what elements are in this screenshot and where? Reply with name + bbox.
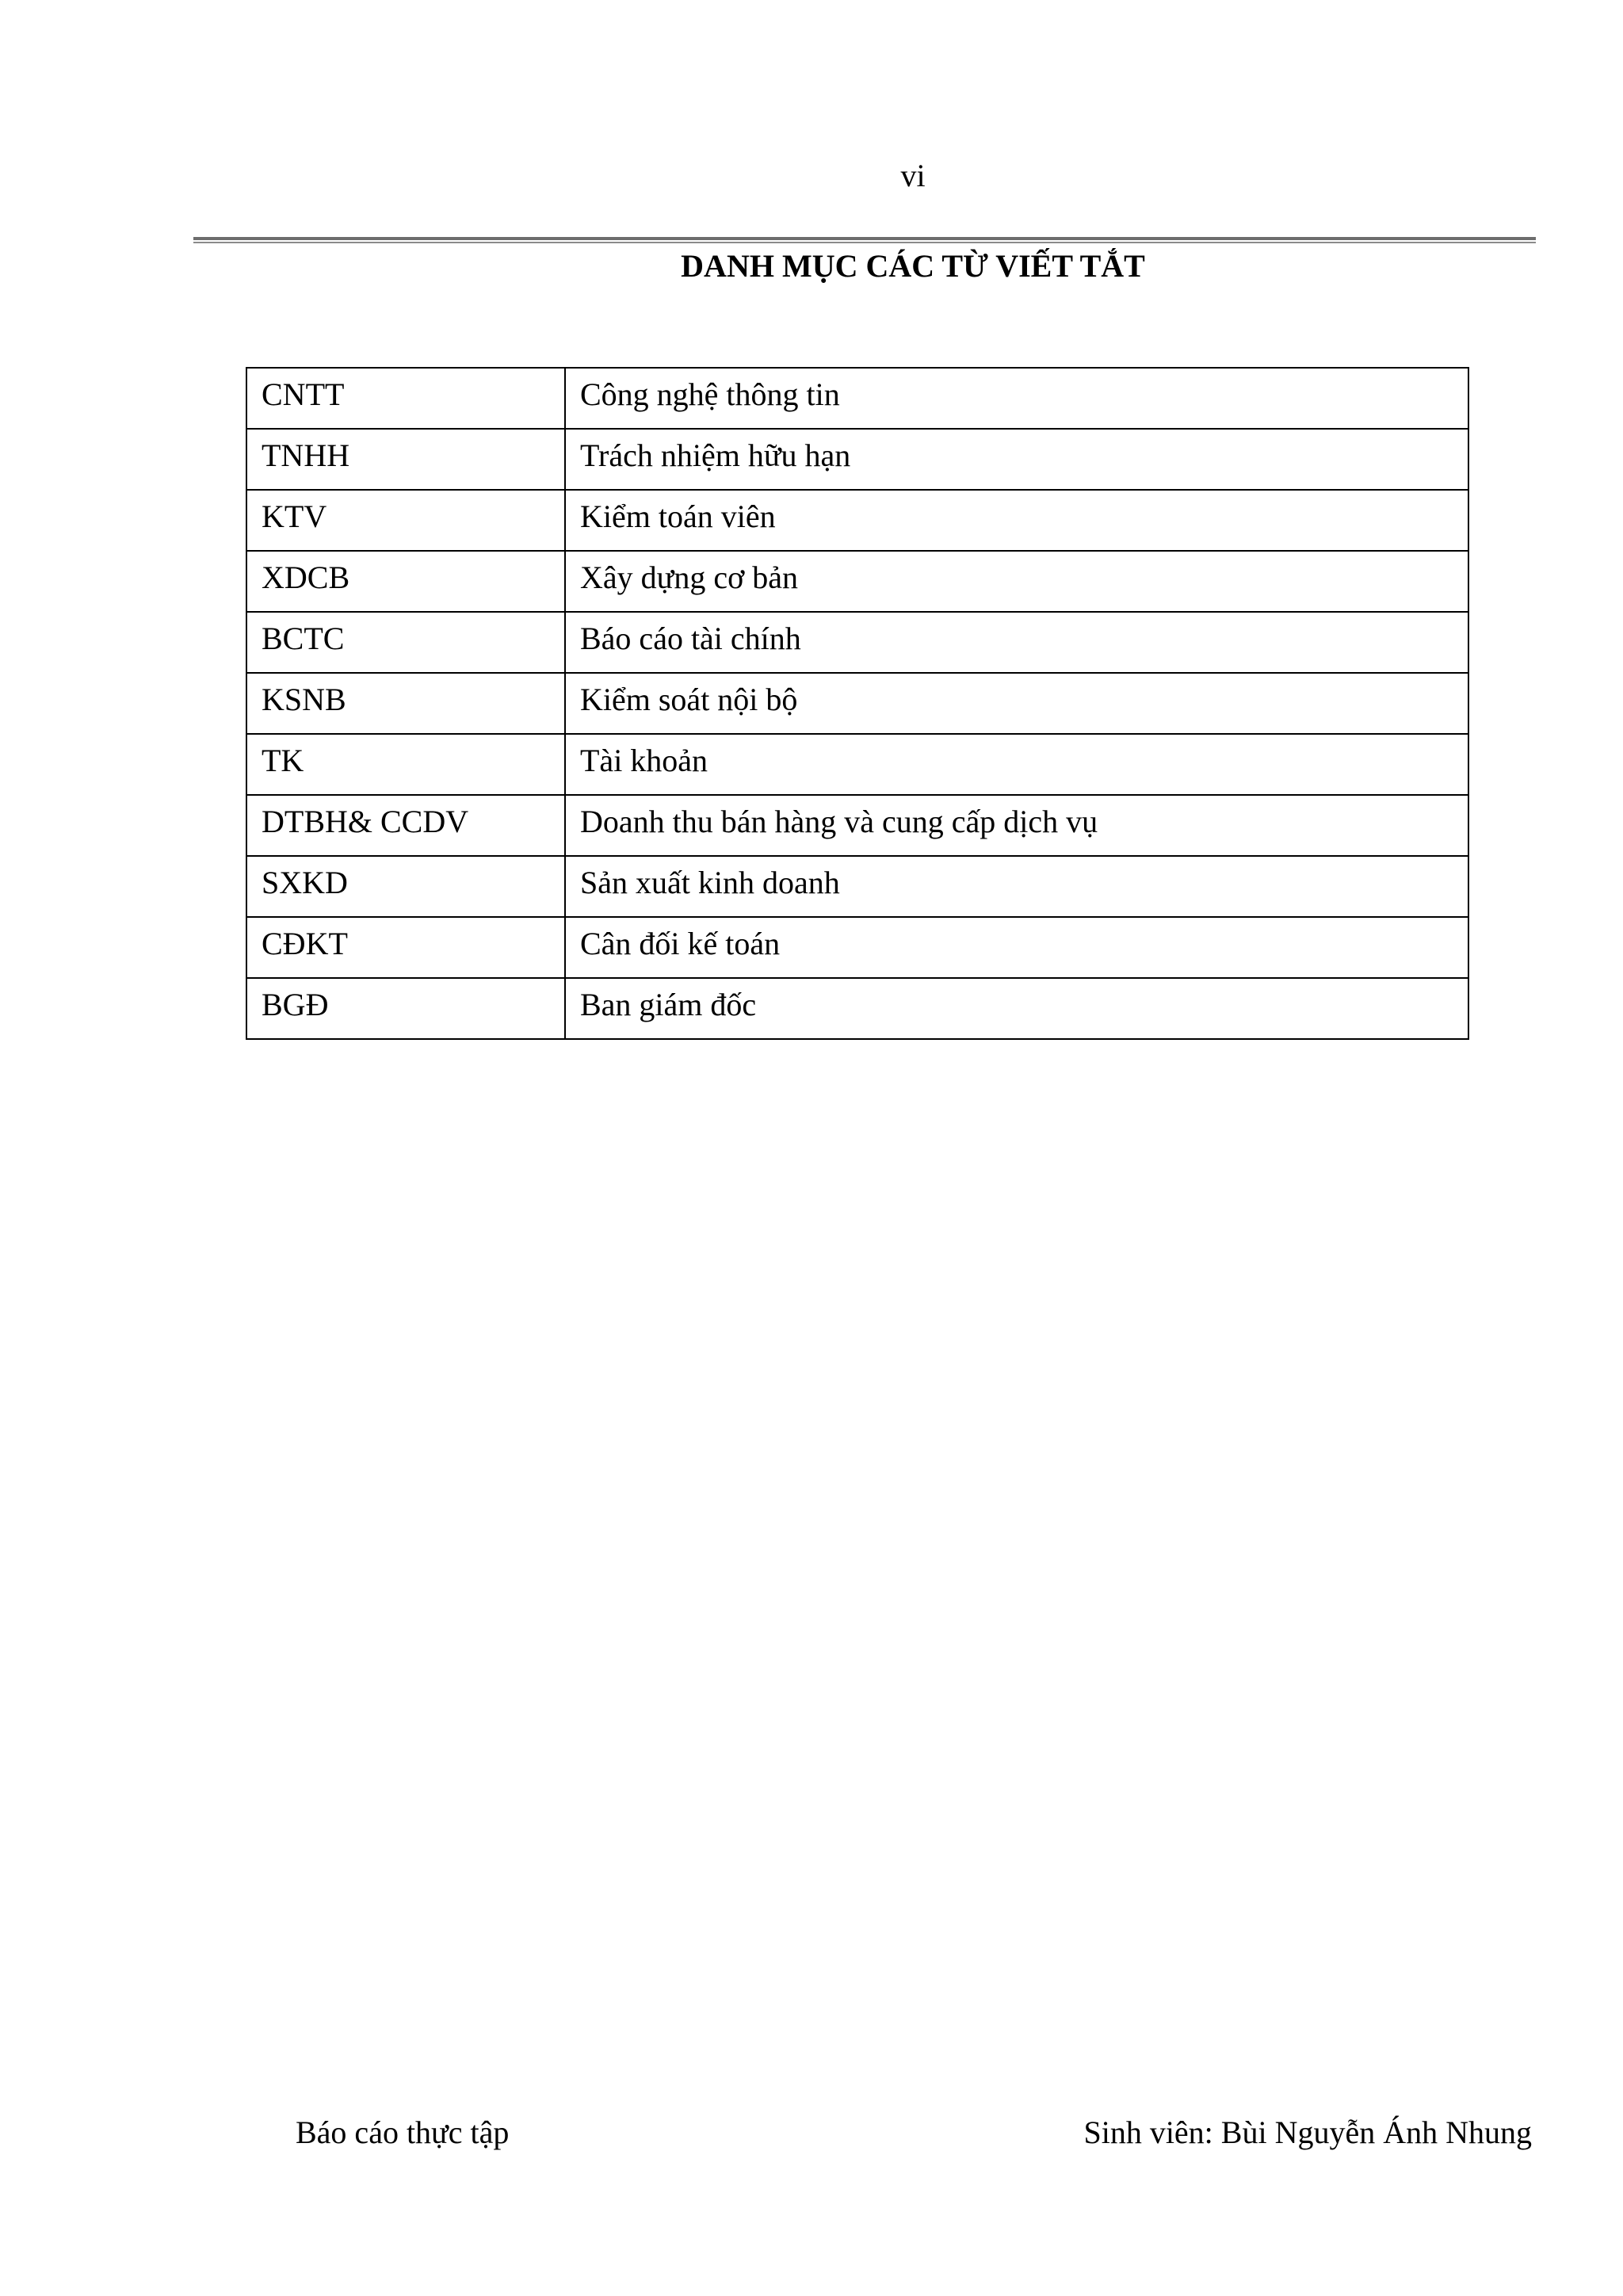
abbreviation-table (246, 367, 1469, 1040)
abbreviation-text: SXKD (262, 865, 348, 900)
table-row (246, 856, 1468, 917)
meaning-text: Công nghệ thông tin (580, 376, 840, 412)
meaning-cell (565, 917, 1468, 978)
header-rule (193, 237, 1536, 243)
table-row (246, 429, 1468, 490)
abbreviation-text: KSNB (262, 682, 346, 717)
abbreviation-cell (246, 673, 565, 734)
meaning-text: Sản xuất kinh doanh (580, 865, 840, 900)
meaning-cell (565, 795, 1468, 856)
abbreviation-cell (246, 917, 565, 978)
meaning-cell (565, 673, 1468, 734)
abbreviation-text: TK (262, 743, 304, 778)
abbreviation-cell (246, 429, 565, 490)
meaning-text: Xây dựng cơ bản (580, 560, 798, 595)
table-row (246, 551, 1468, 612)
page-number: vi (900, 158, 926, 193)
table-row (246, 917, 1468, 978)
abbreviation-cell (246, 551, 565, 612)
meaning-cell (565, 429, 1468, 490)
meaning-text: Kiểm toán viên (580, 499, 776, 534)
meaning-text: Kiểm soát nội bộ (580, 682, 798, 717)
meaning-text: Trách nhiệm hữu hạn (580, 437, 851, 473)
meaning-text: Ban giám đốc (580, 987, 757, 1022)
table-row (246, 490, 1468, 551)
footer-report-label: Báo cáo thực tập (296, 2115, 510, 2150)
abbreviation-cell (246, 856, 565, 917)
meaning-cell (565, 734, 1468, 795)
abbreviation-text: CĐKT (262, 926, 348, 961)
meaning-cell (565, 612, 1468, 673)
abbreviation-text: DTBH& CCDV (262, 804, 469, 839)
abbreviation-cell (246, 734, 565, 795)
table-row (246, 795, 1468, 856)
meaning-text: Doanh thu bán hàng và cung cấp dịch vụ (580, 804, 1098, 839)
table-row (246, 673, 1468, 734)
abbreviation-text: BCTC (262, 621, 345, 656)
table-row (246, 978, 1468, 1039)
abbreviation-text: BGĐ (262, 987, 329, 1022)
abbreviation-cell (246, 368, 565, 429)
abbreviation-text: XDCB (262, 560, 350, 595)
abbreviation-text: CNTT (262, 376, 345, 412)
abbreviation-cell (246, 612, 565, 673)
meaning-cell (565, 856, 1468, 917)
page-title: DANH MỤC CÁC TỪ VIẾT TẮT (681, 248, 1145, 284)
abbreviation-text: TNHH (262, 437, 350, 473)
meaning-cell (565, 978, 1468, 1039)
table-row (246, 368, 1468, 429)
abbreviation-cell (246, 490, 565, 551)
footer-student-name: Sinh viên: Bùi Nguyễn Ánh Nhung (1083, 2115, 1532, 2150)
meaning-cell (565, 551, 1468, 612)
meaning-text: Báo cáo tài chính (580, 621, 801, 656)
meaning-cell (565, 368, 1468, 429)
abbreviation-cell (246, 795, 565, 856)
meaning-cell (565, 490, 1468, 551)
meaning-text: Tài khoản (580, 743, 708, 778)
abbreviation-text: KTV (262, 499, 327, 534)
meaning-text: Cân đối kế toán (580, 926, 781, 961)
abbreviation-cell (246, 978, 565, 1039)
table-row (246, 734, 1468, 795)
table-row (246, 612, 1468, 673)
